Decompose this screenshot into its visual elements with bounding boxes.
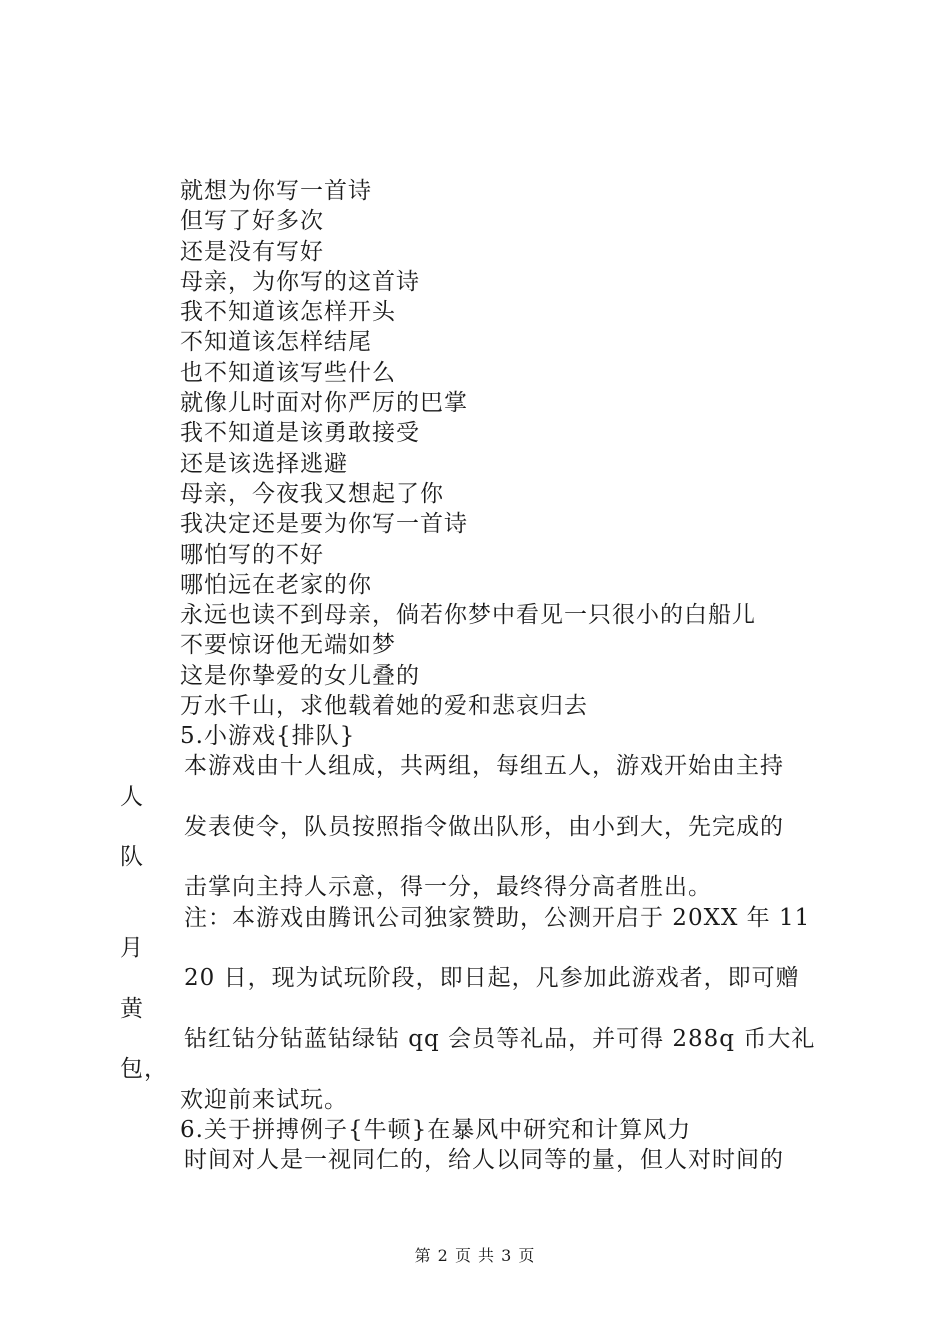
section-heading: 6.关于拼搏例子{牛顿}在暴风中研究和计算风力 — [180, 1117, 692, 1143]
section-heading: 5.小游戏{排队} — [180, 723, 356, 749]
poem-line: 我决定还是要为你写一首诗 — [180, 511, 468, 538]
poem-line: 母亲，今夜我又想起了你 — [180, 480, 444, 507]
poem-line: 就想为你写一首诗 — [180, 178, 372, 204]
poem-line: 也不知道该写些什么 — [180, 359, 396, 386]
paragraph-line: 黄 — [120, 995, 144, 1022]
poem-line: 我不知道该怎样开头 — [180, 299, 396, 326]
paragraph-line: 发表使令，队员按照指令做出队形，由小到大，先完成的 — [184, 813, 784, 840]
paragraph-line: 欢迎前来试玩。 — [180, 1086, 348, 1113]
paragraph-line: 人 — [120, 783, 144, 810]
poem-line: 还是没有写好 — [180, 238, 324, 265]
poem-line: 万水千山，求他载着她的爱和悲哀归去 — [180, 693, 588, 720]
paragraph-line: 击掌向主持人示意，得一分，最终得分高者胜出。 — [184, 874, 712, 901]
poem-block — [180, 176, 880, 721]
poem-line: 不知道该怎样结尾 — [180, 329, 372, 356]
paragraph-line: 钻红钻分钻蓝钻绿钻 qq 会员等礼品，并可得 288q 币大礼 — [184, 1025, 816, 1052]
poem-line: 还是该选择逃避 — [180, 450, 348, 477]
poem-line: 这是你挚爱的女儿叠的 — [180, 662, 420, 689]
paragraph-line: 队 — [120, 844, 144, 871]
poem-line: 就像儿时面对你严厉的巴掌 — [180, 390, 468, 417]
poem-line: 不要惊讶他无端如梦 — [180, 632, 396, 659]
paragraph-line: 20 日，现为试玩阶段，即日起，凡参加此游戏者，即可赠 — [184, 965, 800, 992]
section-6 — [132, 1115, 852, 1176]
poem-line: 我不知道是该勇敢接受 — [180, 420, 420, 447]
poem-line: 母亲，为你写的这首诗 — [180, 268, 420, 295]
section-5 — [120, 721, 852, 1115]
poem-line: 哪怕远在老家的你 — [180, 571, 372, 598]
paragraph-line: 注：本游戏由腾讯公司独家赞助，公测开启于 20XX 年 11 — [184, 904, 811, 931]
poem-line: 但写了好多次 — [180, 208, 324, 235]
poem-line: 永远也读不到母亲，倘若你梦中看见一只很小的白船儿 — [180, 602, 756, 629]
page-number-footer: 第 2 页 共 3 页 — [414, 1246, 536, 1265]
paragraph-line: 月 — [120, 935, 144, 962]
paragraph-line: 时间对人是一视同仁的，给人以同等的量，但人对时间的 — [184, 1147, 784, 1174]
paragraph-line: 包， — [120, 1056, 168, 1083]
poem-line: 哪怕写的不好 — [180, 541, 324, 568]
paragraph-line: 本游戏由十人组成，共两组，每组五人，游戏开始由主持 — [184, 753, 784, 780]
